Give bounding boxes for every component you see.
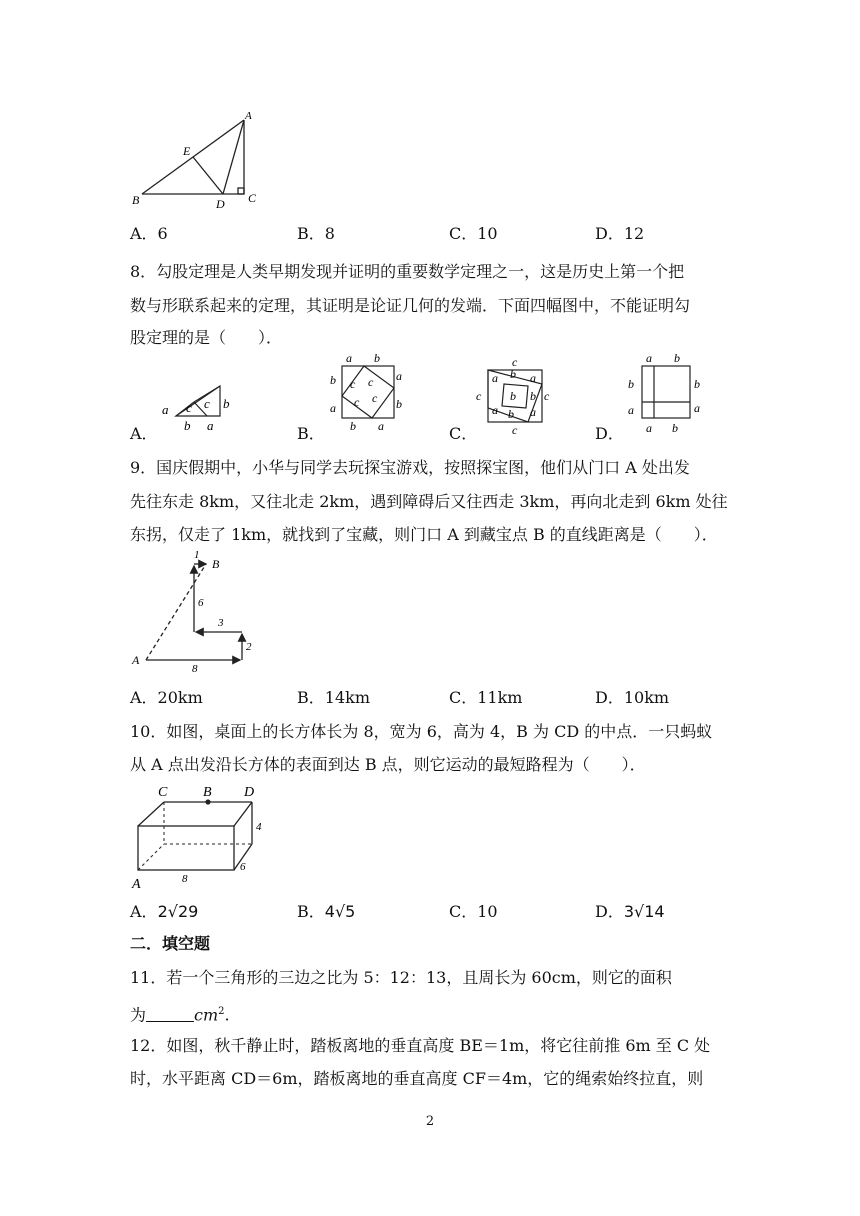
q8c-label-c4: c [512, 423, 518, 437]
q8a-label-c2: c [204, 396, 210, 411]
q10-option-b [297, 902, 355, 922]
q8-figure-b [324, 350, 408, 434]
q8-figure-a [158, 380, 238, 436]
q8c-label-b4: b [508, 407, 514, 421]
q8d-label-a4: a [646, 421, 652, 435]
q8c-label-b3: b [530, 389, 536, 403]
q8a-label-c1: c [186, 400, 192, 415]
q11-exponent: 2 [218, 1006, 225, 1017]
q9-label-2: 2 [246, 641, 252, 653]
q8-option-d: D． [595, 424, 624, 443]
q7-label-d: D [216, 197, 225, 211]
q9-label-8: 8 [192, 663, 198, 674]
q7-option-a: A．6 [130, 224, 168, 243]
q11-prefix: 为 [130, 1005, 147, 1025]
q11-text-line-2 [130, 1002, 230, 1025]
q9-label-1: 1 [194, 549, 200, 561]
q9-path-figure [128, 546, 268, 674]
q8d-label-b4: b [672, 421, 678, 435]
q8d-label-a2: a [628, 403, 634, 417]
q8c-label-a2: a [530, 371, 536, 385]
q10-option-a-value: 2√29 [157, 902, 199, 921]
q9-text-line-1: 9．国庆假期中，小华与同学去玩探宝游戏，按照探宝图，他们从门口 A 处出发 [130, 458, 690, 477]
q8d-label-a3: a [694, 401, 700, 415]
q8a-label-b2: b [184, 418, 191, 433]
q9-label-6: 6 [198, 597, 204, 609]
q10-label-b: B [203, 785, 212, 800]
q7-triangle-figure [128, 108, 268, 212]
q11-answer-blank [146, 1005, 194, 1022]
q10-option-d-letter: D． [595, 902, 624, 921]
q8d-label-b2: b [628, 377, 634, 391]
q9-label-b: B [212, 557, 220, 571]
q8c-label-b2: b [510, 389, 516, 403]
q10-option-d-value: 3√14 [623, 902, 665, 921]
q8d-label-a1: a [646, 352, 652, 365]
q8c-label-a4: a [530, 405, 536, 419]
q8c-label-b1: b [510, 367, 516, 381]
q8-text-line-2: 数与形联系起来的定理，其证明是论证几何的发端．下面四幅图中，不能证明勾 [130, 296, 691, 315]
q8-option-b: B． [297, 424, 325, 443]
q9-option-b: B．14km [297, 688, 370, 707]
q8a-label-b: b [223, 396, 230, 411]
q8c-label-c1: c [512, 355, 518, 369]
q10-label-4: 4 [256, 821, 262, 833]
q8-text-line-3: 股定理的是（ ）． [130, 328, 283, 347]
q7-option-c: C．10 [449, 224, 498, 243]
q10-option-a-letter: A． [130, 902, 158, 921]
q8b-label-c1: c [350, 377, 356, 391]
q10-label-a: A [132, 877, 141, 892]
q8c-label-a1: a [492, 371, 498, 385]
q8b-label-a3: a [396, 369, 402, 383]
q11-text-line-1: 11．若一个三角形的三边之比为 5：12：13，且周长为 60cm，则它的面积 [130, 968, 672, 987]
q8-text-line-1: 8．勾股定理是人类早期发现并证明的重要数学定理之一，这是历史上第一个把 [130, 262, 685, 281]
q9-text-line-3: 东拐，仅走了 1km，就找到了宝藏，则门口 A 到藏宝点 B 的直线距离是（ ）． [130, 525, 718, 544]
q9-label-3: 3 [218, 617, 224, 629]
q9-option-d: D．10km [595, 688, 670, 707]
q8b-label-c4: c [354, 395, 360, 409]
q10-label-d: D [244, 785, 255, 800]
q8a-label-a2: a [207, 418, 214, 433]
q10-label-8: 8 [182, 873, 188, 885]
q10-text-line-2: 从 A 点出发沿长方体的表面到达 B 点，则它运动的最短路程为（ ）． [130, 755, 646, 774]
q7-option-d: D．12 [595, 224, 645, 243]
q10-cuboid-figure [128, 780, 278, 892]
q8b-label-a4: a [378, 419, 384, 433]
q10-label-6: 6 [240, 861, 246, 873]
q11-unit: cm [194, 1005, 219, 1025]
q11-end: . [224, 1005, 230, 1025]
q8d-label-b3: b [694, 377, 700, 391]
q8b-label-b4: b [350, 419, 356, 433]
q9-text-line-2: 先往东走 8km，又往北走 2km，遇到障碍后又往西走 3km，再向北走到 6km 处往 [130, 492, 728, 511]
q8-option-c: C． [449, 424, 478, 443]
q8c-label-c2: c [476, 389, 482, 403]
q8b-label-c3: c [372, 391, 378, 405]
q9-option-c: C．11km [449, 688, 523, 707]
q10-label-c: C [158, 785, 168, 800]
q7-label-b: B [132, 193, 140, 207]
q8-figure-d [622, 352, 712, 438]
section-title: 二．填空题 [130, 934, 211, 953]
q9-label-a: A [132, 653, 140, 667]
q7-label-c: C [248, 191, 257, 205]
q8d-label-b1: b [674, 352, 680, 365]
q8c-label-a3: a [492, 403, 498, 417]
q8b-label-c2: c [368, 375, 374, 389]
q8-option-a: A． [130, 424, 158, 443]
q8b-label-a2: a [330, 401, 336, 415]
page-number: 2 [425, 1114, 435, 1129]
q8b-label-b2: b [330, 373, 336, 387]
q8-figure-c [474, 354, 558, 438]
q12-text-line-1: 12．如图，秋千静止时，踏板离地的垂直高度 BE＝1m，将它往前推 6m 至 C 处 [130, 1036, 711, 1055]
q8c-label-c3: c [544, 389, 550, 403]
q10-option-b-value: 4√5 [324, 902, 356, 921]
q10-option-c: C．10 [449, 902, 498, 921]
q12-text-line-2: 时，水平距离 CD＝6m，踏板离地的垂直高度 CF＝4m，它的绳索始终拉直，则 [130, 1069, 704, 1088]
q10-option-d [595, 902, 665, 922]
q7-label-a: A [245, 110, 252, 122]
q8a-label-a: a [162, 402, 169, 417]
q8b-label-a1: a [346, 351, 352, 365]
q10-option-a [130, 902, 198, 922]
q8b-label-b3: b [396, 397, 402, 411]
q7-option-b: B．8 [297, 224, 335, 243]
q7-label-e: E [183, 144, 191, 158]
q9-option-a: A．20km [130, 688, 203, 707]
q10-option-b-letter: B． [297, 902, 325, 921]
q10-text-line-1: 10．如图，桌面上的长方体长为 8，宽为 6，高为 4，B 为 CD 的中点．一只蚂蚁 [130, 722, 713, 741]
q8b-label-b1: b [374, 351, 380, 365]
